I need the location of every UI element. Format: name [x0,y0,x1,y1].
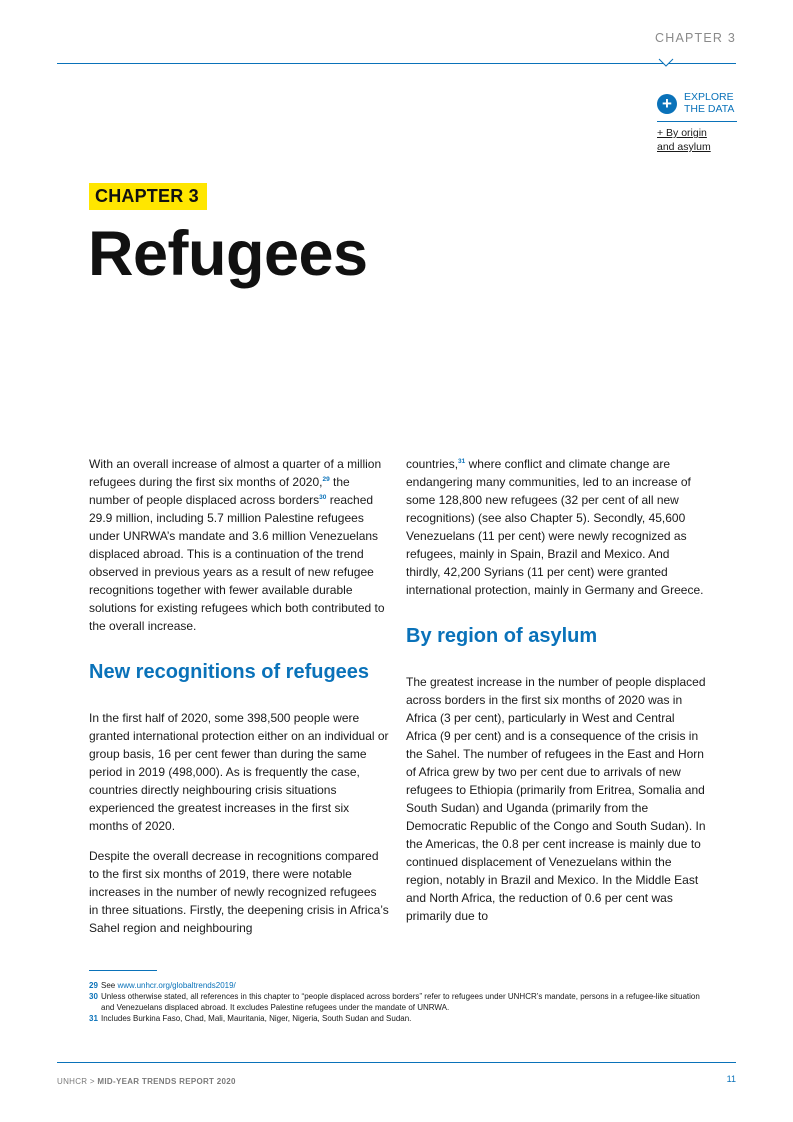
footnote-number: 30 [89,992,98,1001]
by-origin-and-asylum-link[interactable] [657,126,727,154]
footnote-ref-31[interactable]: 31 [458,458,466,465]
running-head: CHAPTER 3 [655,31,736,45]
footer-divider [57,1062,736,1063]
intro-text-c: reached 29.9 million, including 5.7 million Palestine refugees under UNRWA’s mandate and 3.6 million Venezuelans displaced abroad. This is a continuation of the trend observed in previous years as a result of new refugee recognitions together with fewer available durable solutions for existing refugees which both contributed to the overall increase. [89,493,385,633]
link-line-2: and asylum [657,141,711,153]
footnote-31 [89,1013,709,1024]
recognitions-paragraph-1: In the first half of 2020, some 398,500 people were granted international protection either on an individual or group basis, 16 per cent fewer than during the same period in 2019 (498,000). As is frequently the case, countries directly neighbouring crisis situations experienced the greatest increases in the first six months of 2020. [89,711,389,833]
footnote-divider [89,970,157,971]
footnote-text: Unless otherwise stated, all references in this chapter to “people displaced across borders” refer to refugees under UNHCR’s mandate, persons in a refugee-like situation and Venezuelans displaced abroad. It excludes Palestine refugees under the mandate of UNRWA. [101,992,700,1012]
footnotes [89,980,709,1024]
section-heading-new-recognitions: New recognitions of refugees [89,661,370,683]
explore-data-label [684,92,736,115]
explore-data-button[interactable] [657,92,737,115]
header-divider [57,63,736,64]
footnote-number: 31 [89,1014,98,1023]
continued-text-b: where conflict and climate change are endangering many communities, led to an increase of some 128,800 new refugees (32 per cent of all new recognitions) (see also Chapter 5). Secondly, 45,600 Venezuelans (11 per cent) were newly recognized as refugees, mainly in Spain, Brazil and Mexico. And thirdly, 42,200 Syrians (11 per cent) were granted international protection, mainly in Germany and Greece. [406,457,704,597]
explore-line-1: EXPLORE [684,91,734,103]
page-title: Refugees [88,219,368,289]
recognitions-paragraph-2: Despite the overall decrease in recognitions compared to the first six months of 2019, there were notable increases in the number of newly recognized refugees in three situations. Firstly, the deepening crisis in Africa’s Sahel region and neighbouring [89,849,389,935]
chapter-tag: CHAPTER 3 [89,183,207,210]
explore-data-panel [657,92,737,154]
intro-text-b: the number of people displaced across borders [89,475,350,507]
plus-circle-icon: + [657,94,677,114]
intro-paragraph [89,455,389,635]
footnote-text: Includes Burkina Faso, Chad, Mali, Mauritania, Niger, Nigeria, South Sudan and Sudan. [101,1014,412,1023]
divider-notch-icon [658,58,674,68]
region-paragraph: The greatest increase in the number of people displaced across borders in the first six months of 2020 was in Africa (3 per cent), particularly in West and Central Africa (9 per cent) and is a consequence of the crisis in the Sahel. The number of refugees in the East and Horn of Africa grew by two per cent due to arrivals of new refugees to Ethiopia (primarily from Eritrea, Somalia and South Sudan) and Uganda (primarily from the Democratic Republic of the Congo and South Sudan). In the Americas, the 0.8 per cent increase is mainly due to continued displacement of Venezuelans within the region, notably in Brazil and Mexico. In the Middle East and North Africa, the reduction of 0.6 per cent was primarily due to [406,675,706,923]
intro-text-a: With an overall increase of almost a quarter of a million refugees during the first six months of 2020, [89,457,382,489]
right-column [406,455,706,925]
footnote-ref-29[interactable]: 29 [322,476,330,483]
footnote-number: 29 [89,981,98,990]
link-line-1: + By origin [657,127,707,139]
footer-breadcrumb [57,1077,236,1086]
explore-line-2: THE DATA [684,102,735,115]
footer-report-title: MID-YEAR TRENDS REPORT 2020 [97,1077,236,1086]
section-heading-region-of-asylum: By region of asylum [406,625,598,647]
footnote-30 [89,991,709,1013]
footer-org: UNHCR [57,1077,88,1086]
footnote-29 [89,980,709,991]
recognitions-continued-paragraph [406,455,706,599]
footnote-prefix: See [101,981,118,990]
explore-divider [657,121,737,122]
page-number: 11 [726,1074,736,1084]
continued-text-a: countries, [406,457,459,471]
left-column [89,455,389,937]
footnote-ref-30[interactable]: 30 [319,494,327,501]
footer-separator: > [87,1077,98,1086]
globaltrends-link[interactable]: www.unhcr.org/globaltrends2019/ [117,981,236,990]
